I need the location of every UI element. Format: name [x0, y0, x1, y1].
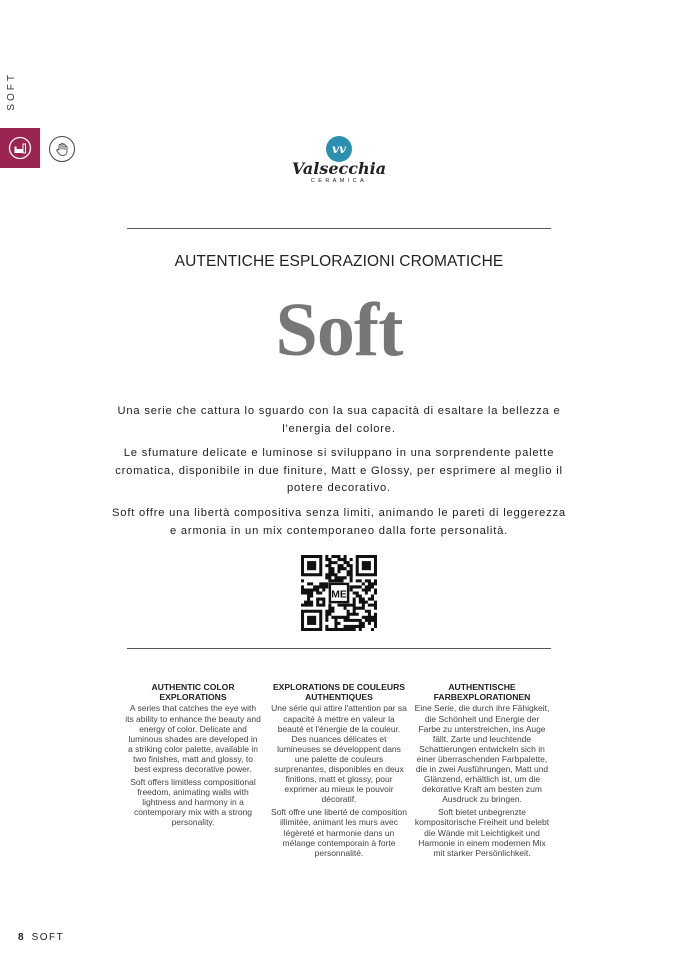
intro-paragraph: Le sfumature delicate e luminose si sviluppano in una sorprendente palette cromatica, disponibile in due finiture, Matt e Glossy, per esprimere al meglio il potere decorativo. — [115, 447, 563, 495]
brand-name: Valsecchia — [291, 159, 387, 178]
footer-label: SOFT — [31, 932, 65, 943]
hand-touch-icon — [49, 136, 75, 162]
column-paragraph: Soft offers limitless compositional freedom, animating walls with lightness and harmony in a contemporary mix with a strong personality. — [130, 777, 256, 828]
qr-center-label: ME — [331, 589, 347, 601]
top-divider — [127, 228, 551, 229]
collection-title: Soft — [275, 288, 403, 372]
column-paragraph: Soft offre une liberté de composition illimitée, animant les murs avec légèreté et harmonie dans un mélange contemporain à forte personnalité. — [271, 807, 407, 858]
column-german — [414, 682, 550, 861]
side-section-label: SOFT — [6, 72, 17, 111]
page-footer — [18, 932, 64, 943]
brand-subtitle: CERAMICA — [310, 178, 368, 184]
brand-mark-icon: vv — [326, 136, 352, 162]
column-paragraph: Une série qui attire l'attention par sa capacité à mettre en valeur la beauté et l'énergie de la couleur. Des nuances délicates et lumineuses se développent dans une palette de couleurs surprenantes, disponibles en deux finitions, matt et glossy, pour exprimer au mieux le pouvoir décoratif. — [271, 703, 407, 805]
column-heading: AUTHENTIC COLOR EXPLORATIONS — [151, 682, 235, 703]
intro-paragraph: Soft offre una libertà compositiva senza limiti, animando le pareti di leggerezza e armonia in un mix contemporaneo dalla forte personalità. — [112, 506, 566, 537]
bottom-divider — [127, 648, 551, 649]
brand-logo — [289, 136, 389, 186]
qr-code[interactable] — [301, 555, 377, 631]
column-french — [271, 682, 407, 861]
page-number: 8 — [18, 932, 24, 943]
column-paragraph: A series that catches the eye with its ability to enhance the beauty and energy of color. Delicate and luminous shades are developed in a striking color palette, available in two finishes, matt and glossy, to best express decorative power. — [125, 703, 261, 774]
column-heading: AUTHENTISCHE FARBEXPLORATIONEN — [433, 682, 531, 703]
column-paragraph: Soft bietet unbegrenzte kompositorische Freiheit und belebt die Wände mit Leichtigkeit und Harmonie in einem modernen Mix mit starker Persönlichkeit. — [414, 807, 550, 858]
indoor-room-icon — [0, 128, 40, 168]
intro-text — [110, 403, 568, 547]
collection-tagline: AUTENTICHE ESPLORAZIONI CROMATICHE — [174, 253, 504, 270]
intro-paragraph: Una serie che cattura lo sguardo con la sua capacità di esaltare la bellezza e l'energia del colore. — [117, 405, 561, 435]
column-english — [125, 682, 261, 831]
column-heading: EXPLORATIONS DE COULEURS AUTHENTIQUES — [272, 682, 406, 703]
column-paragraph: Eine Serie, die durch ihre Fähigkeit, die Schönheit und Energie der Farbe zu unterstreichen, ins Auge fällt. Zarte und leuchtende Schattierungen entwickeln sich in einer überraschenden Farbpalette, die in zwei Ausführungen, Matt und Glänzend, erhältlich ist, um die dekorative Kraft am besten zum Ausdruck zu bringen. — [414, 703, 550, 805]
